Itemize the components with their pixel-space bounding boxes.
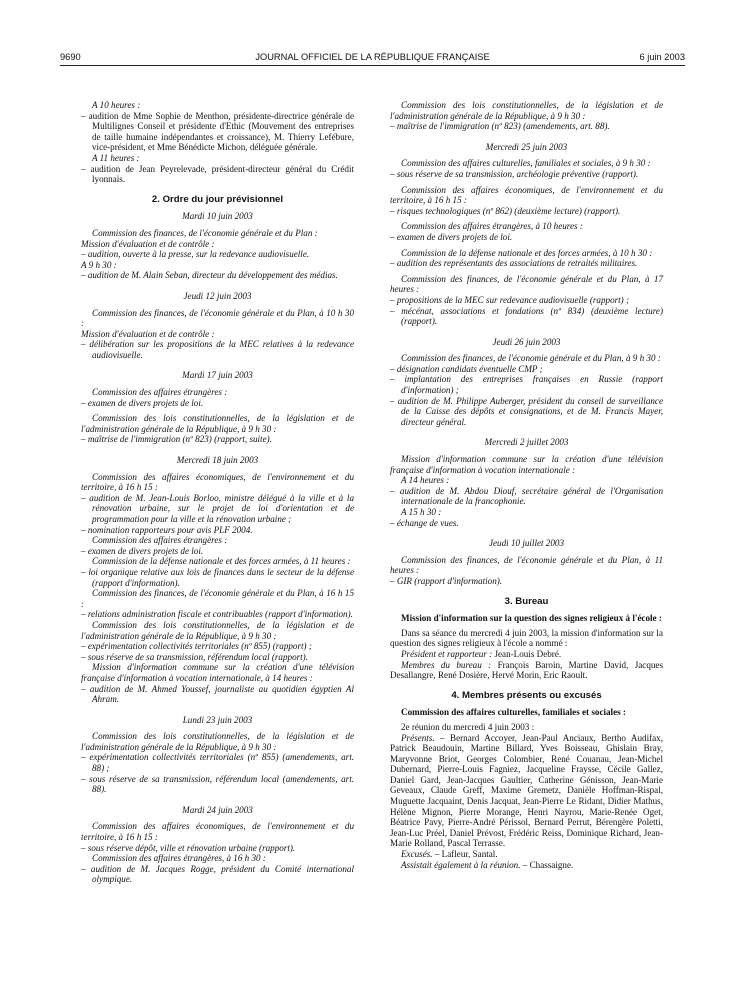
day-heading: Mercredi 18 juin 2003 — [176, 455, 259, 466]
journal-title: JOURNAL OFFICIEL DE LA RÉPUBLIQUE FRANÇAISE — [255, 52, 490, 62]
right-column — [390, 100, 663, 870]
commission-name: Commission des finances, de l'économie générale et du Plan, à 9 h 30 : — [401, 353, 661, 364]
excuses-value: – Lafleur, Santal. — [432, 849, 498, 860]
agenda-item: – relations administration fiscale et contribuables (rapport d'information). — [81, 609, 353, 620]
mission-name: Mission d'évaluation et de contrôle : — [81, 328, 215, 339]
bureau-members — [390, 660, 663, 681]
commission-name: Commission des finances, de l'économie générale et du Plan, à 16 h 15 : — [81, 588, 354, 609]
agenda-item: – expérimentation collectivités territoriales (nº 855) (amendements, art. 88) ; — [81, 752, 354, 774]
agenda-item: – audition de M. Jean-Louis Borloo, ministre délégué à la ville et à la rénovation urbaine, sur le projet de loi d'orientation et de programmation pour la ville et la rénovation urbaine ; — [81, 492, 354, 524]
agenda-item: – risques technologiques (nº 862) (deuxième lecture) (rapport). — [390, 205, 621, 216]
agenda-item: – audition de M. Ahmed Youssef, journaliste au quotidien égyptien Al Ahram. — [81, 683, 354, 705]
presents-label: Présents. — [401, 732, 435, 743]
mission-heading: Mission d'information sur la question des signes religieux à l'école : — [401, 613, 662, 624]
presents-value: – Bernard Accoyer, Jean-Paul Anciaux, Bertho Audifax, Patrick Beaudouin, Martine Billard, Yves Boisseau, Ghislain Bray, Maryvonne Briot, Georges Colombier, René Couanau, Jean-Michel Dubernard, Pierre-Louis Fagniez, Jacqueline Fraysse, Cécile Gallez, Daniel Gard, Jean-Jacques Gaultier, Catherine Génisson, Jean-Marie Geveaux, Claude Greff, Maxime Gremetz, Danièle Hoffman-Rispal, Muguette Jacquaint, Denis Jacquat, Jean-Pierre Le Ridant, Didier Mathus, Hélène Mignon, Pierre Morange, Henri Nayrou, Marie-Renée Oget, Béatrice Pavy, Pierre-André Périssol, Bernard Perrut, Bérengère Poletti, Jean-Luc Préel, Daniel Prévost, Frédéric Reiss, Dominique Richard, Jean-Marie Rolland, Pascal Terrasse. — [390, 732, 663, 849]
agenda-item: – délibération sur les propositions de la MEC relatives à la redevance audiovisuelle. — [81, 339, 354, 360]
commission-name: Commission des affaires culturelles, familiales et sociales, à 9 h 30 : — [401, 158, 651, 169]
excuses-line — [390, 849, 663, 860]
page-header — [60, 52, 685, 66]
commission-name: Commission des lois constitutionnelles, de la législation et de l'administration générale de la République, à 9 h 30 : — [390, 100, 663, 121]
day-heading: Jeudi 12 juin 2003 — [183, 290, 252, 301]
commission-name: Commission des affaires étrangères, à 10 heures : — [401, 221, 583, 232]
section-title: 4. Membres présents ou excusés — [451, 689, 602, 701]
agenda-item: – examen de divers projets de loi. — [81, 545, 204, 556]
page-number: 9690 — [60, 52, 81, 62]
agenda-item: – échange de vues. — [390, 517, 459, 528]
commission-name: Commission des affaires économiques, de l'environnement et du territoire, à 16 h 15 : — [81, 821, 354, 843]
agenda-item: – examen de divers projets de loi. — [81, 397, 204, 408]
day-heading: Mardi 24 juin 2003 — [182, 804, 253, 815]
section-title: 3. Bureau — [504, 595, 549, 607]
agenda-item: – sous réserve dépôt, ville et rénovation urbaine (rapport). — [81, 842, 296, 853]
commission-name: Commission des finances, de l'économie générale et du Plan, à 11 heures : — [390, 554, 663, 576]
day-heading: Jeudi 10 juillet 2003 — [488, 538, 564, 549]
commission-name: Commission des finances, de l'économie générale et du Plan : — [92, 227, 318, 238]
president-value: Jean-Louis Debré. — [492, 648, 562, 659]
commission-name: Commission des lois constitutionnelles, de la législation et de l'administration générale de la République, à 9 h 30 : — [81, 413, 354, 434]
commission-name: Commission des finances, de l'économie générale et du Plan, à 17 heures : — [390, 273, 663, 295]
agenda-item: – sous réserve de sa transmission, archéologie préventive (rapport). — [390, 168, 639, 179]
day-heading: Lundi 23 juin 2003 — [182, 714, 253, 725]
excuses-label: Excusés. — [401, 849, 433, 860]
presents-paragraph — [390, 733, 663, 850]
issue-date: 6 juin 2003 — [639, 52, 685, 62]
time-heading: A 15 h 30 : — [401, 507, 442, 517]
agenda-item: – audition de Jean Peyrelevade, président-directeur général du Crédit lyonnais. — [81, 163, 354, 185]
day-heading: Mardi 10 juin 2003 — [182, 211, 253, 222]
commission-name: Commission des affaires étrangères, à 16 h 30 : — [92, 853, 266, 864]
agenda-item: – nomination rapporteurs pour avis PLF 2004. — [81, 524, 253, 535]
commission-name: Commission des lois constitutionnelles, de la législation et de l'administration générale de la République, à 9 h 30 : — [81, 731, 354, 752]
commission-heading: Commission des affaires culturelles, familiales et sociales : — [401, 707, 626, 718]
assistait-line — [390, 860, 663, 871]
commission-name: Commission des affaires économiques, de l'environnement et du territoire, à 16 h 15 : — [81, 471, 354, 493]
agenda-item: – mécénat, associations et fondations (nº 834) (deuxième lecture) (rapport). — [390, 305, 663, 327]
reunion-line: 2e réunion du mercredi 4 juin 2003 : — [401, 721, 535, 732]
agenda-item: – expérimentation collectivités territoriales (nº 855) (rapport) ; — [81, 641, 312, 652]
agenda-item: – sous réserve de sa transmission, référendum local (rapport). — [81, 651, 308, 662]
day-heading: Mardi 17 juin 2003 — [182, 370, 253, 381]
commission-name: Mission d'information commune sur la création d'une télévision française d'information à vocation internationale, à 14 heures : — [81, 662, 354, 683]
agenda-item: – maîtrise de l'immigration (nº 823) (amendements, art. 88). — [390, 121, 610, 132]
commission-name: Commission des finances, de l'économie générale et du Plan, à 10 h 30 : — [81, 307, 354, 329]
time-heading: A 10 heures : — [92, 100, 141, 110]
assistait-label: Assistait également à la réunion. — [401, 859, 521, 870]
time-heading: A 11 heures : — [92, 152, 140, 163]
agenda-item: – désignation candidats éventuelle CMP ; — [390, 363, 543, 374]
members-label: Membres du bureau : — [401, 659, 492, 670]
commission-name: Commission des affaires économiques, de l'environnement et du territoire, à 16 h 15 : — [390, 184, 663, 206]
agenda-item: – loi organique relative aux lois de finances dans le secteur de la défense (rapport d'information). — [81, 566, 354, 588]
commission-name: Commission de la défense nationale et des forces armées, à 11 heures : — [92, 556, 351, 567]
day-heading: Mercredi 2 juillet 2003 — [484, 437, 569, 448]
agenda-item: – audition des représentants des associations de retraités militaires. — [390, 258, 638, 269]
commission-name: Commission de la défense nationale et des forces armées, à 10 h 30 : — [401, 247, 653, 258]
members-value: François Baroin, Martine David, Jacques Desallangre, René Dosière, Hervé Morin, Eric Raoult. — [390, 659, 663, 681]
left-column — [81, 100, 354, 885]
mission-name: Mission d'évaluation et de contrôle : — [81, 238, 215, 249]
agenda-item: – audition de M. Abdou Diouf, secrétaire général de l'Organisation internationale de la francophonie. — [390, 485, 663, 507]
bureau-text: Dans sa séance du mercredi 4 juin 2003, la mission d'information sur la question des signes religieux à l'école a nommé : — [390, 627, 663, 649]
agenda-item: – audition de M. Philippe Auberger, président du conseil de surveillance de la Caisse des dépôts et consignations, et de M. Francis Mayer, directeur général. — [390, 395, 663, 427]
time-heading: A 9 h 30 : — [81, 259, 117, 270]
commission-name: Commission des affaires étrangères : — [92, 535, 228, 546]
time-heading: A 14 heures : — [401, 475, 450, 486]
agenda-item: – examen de divers projets de loi. — [390, 231, 513, 242]
agenda-item: – implantation des entreprises françaises en Russie (rapport d'information) ; — [390, 374, 663, 396]
commission-name: Commission des affaires étrangères : — [92, 387, 228, 398]
agenda-item: – GIR (rapport d'information). — [390, 575, 503, 586]
agenda-item: – sous réserve de sa transmission, référendum local (amendements, art. 88). — [81, 773, 354, 795]
agenda-item: – audition de Mme Sophie de Menthon, présidente-directrice générale de Multilignes Conseil et présidente d'Ethic (Mouvement des entreprises de taille humaine indépendantes et croissance), M. Thierry Lefébure, vice-président, et Mme Bénédicte Michon, déléguée générale. — [81, 110, 354, 153]
bureau-president — [390, 649, 663, 660]
agenda-item: – audition, ouverte à la presse, sur la redevance audiovisuelle. — [81, 249, 310, 260]
agenda-item: – audition de M. Jacques Rogge, président du Comité international olympique. — [81, 863, 354, 885]
president-label: Président et rapporteur : — [401, 648, 493, 659]
agenda-item: – audition de M. Alain Seban, directeur du développement des médias. — [81, 270, 338, 281]
section-title: 2. Ordre du jour prévisionnel — [151, 193, 284, 205]
agenda-item: – propositions de la MEC sur redevance audiovisuelle (rapport) ; — [390, 294, 630, 305]
day-heading: Jeudi 26 juin 2003 — [492, 336, 561, 347]
day-heading: Mercredi 25 juin 2003 — [485, 141, 568, 152]
commission-name: Commission des lois constitutionnelles, de la législation et de l'administration générale de la République, à 9 h 30 : — [81, 619, 354, 641]
assistait-value: – Chassaigne. — [520, 859, 574, 870]
agenda-item: – maîtrise de l'immigration (nº 823) (rapport, suite). — [81, 434, 272, 445]
mission-name: Mission d'information commune sur la création d'une télévision française d'information à vocation internationale : — [390, 454, 663, 475]
